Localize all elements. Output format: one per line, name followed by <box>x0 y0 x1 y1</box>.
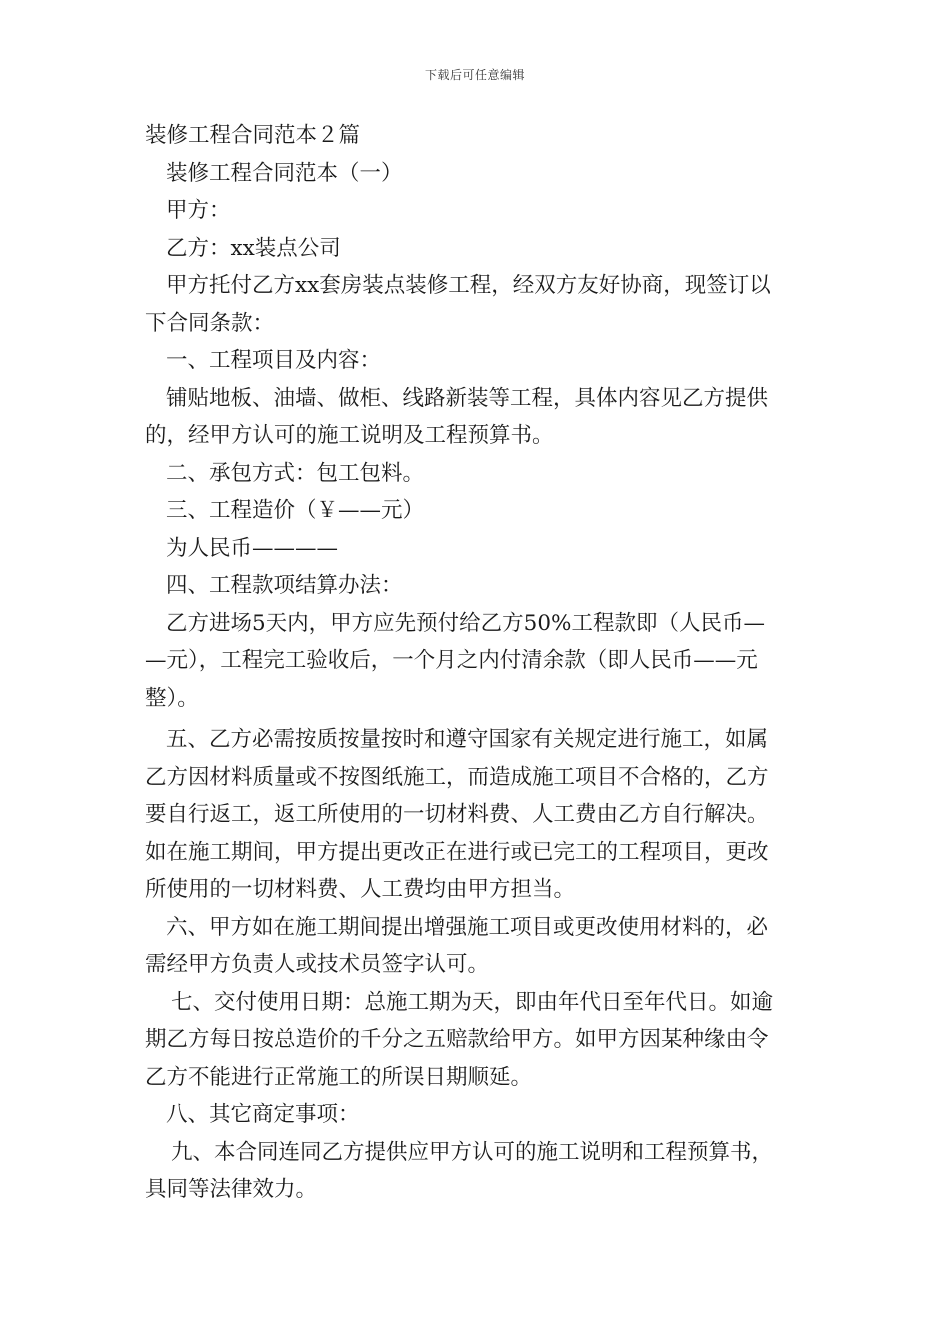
section-4-body-line-1: 乙方进场5天内，甲方应先预付给乙方50%工程款即（人民币— <box>166 610 765 636</box>
section-4-heading: 四、工程款项结算办法： <box>166 573 403 598</box>
document-body <box>145 117 810 1209</box>
document-title: 装修工程合同范本２篇 <box>145 123 361 148</box>
party-a-line: 甲方： <box>166 198 231 223</box>
section-4-body-line-2: —元），工程完工验收后，一个月之内付清余款（即人民币——元 <box>145 648 758 673</box>
section-3-line: 三、工程造价（￥——元） <box>166 498 425 523</box>
section-1-heading: 一、工程项目及内容： <box>166 348 382 373</box>
section-7-line-1: 七、交付使用日期：总施工期为天，即由年代日至年代日。如逾 <box>171 989 774 1015</box>
party-b-line: 乙方：xx装点公司 <box>166 235 341 261</box>
section-7-line-3: 乙方不能进行正常施工的所误日期顺延。 <box>145 1064 533 1090</box>
section-1-body-line-1: 铺贴地板、油墙、做柜、线路新装等工程，具体内容见乙方提供 <box>166 385 769 411</box>
intro-paragraph-line-2: 下合同条款： <box>145 310 275 336</box>
section-3-rmb-line: 为人民币———— <box>166 535 339 561</box>
section-5-line-5: 所使用的一切材料费、人工费均由甲方担当。 <box>145 877 576 902</box>
section-2-line: 二、承包方式：包工包料。 <box>166 460 425 486</box>
section-5-line-2: 乙方因材料质量或不按图纸施工，而造成施工项目不合格的，乙方 <box>145 764 769 790</box>
section-8-line: 八、其它商定事项： <box>166 1102 360 1127</box>
section-9-line-1: 九、本合同连同乙方提供应甲方认可的施工说明和工程预算书， <box>171 1139 774 1165</box>
section-5-line-3: 要自行返工，返工所使用的一切材料费、人工费由乙方自行解决。 <box>145 802 769 827</box>
section-9-line-2: 具同等法律效力。 <box>145 1177 318 1202</box>
section-1-body-line-2: 的，经甲方认可的施工说明及工程预算书。 <box>145 423 554 448</box>
section-7-line-2: 期乙方每日按总造价的千分之五赔款给甲方。如甲方因某种缘由令 <box>145 1027 769 1052</box>
section-4-body-line-3: 整）。 <box>145 685 199 711</box>
section-5-line-4: 如在施工期间，甲方提出更改正在进行或已完工的工程项目，更改 <box>145 839 769 865</box>
intro-paragraph-line-1: 甲方托付乙方xx套房装点装修工程，经双方友好协商，现签订以 <box>166 273 771 298</box>
section-6-line-2: 需经甲方负责人或技术员签字认可。 <box>145 952 490 977</box>
document-subtitle: 装修工程合同范本（一） <box>166 160 403 186</box>
section-6-line-1: 六、甲方如在施工期间提出增强施工项目或更改使用材料的，必 <box>166 914 769 940</box>
page-header-note: 下载后可任意编辑 <box>424 68 525 82</box>
section-5-line-1: 五、乙方必需按质按量按时和遵守国家有关规定进行施工，如属 <box>166 727 769 752</box>
